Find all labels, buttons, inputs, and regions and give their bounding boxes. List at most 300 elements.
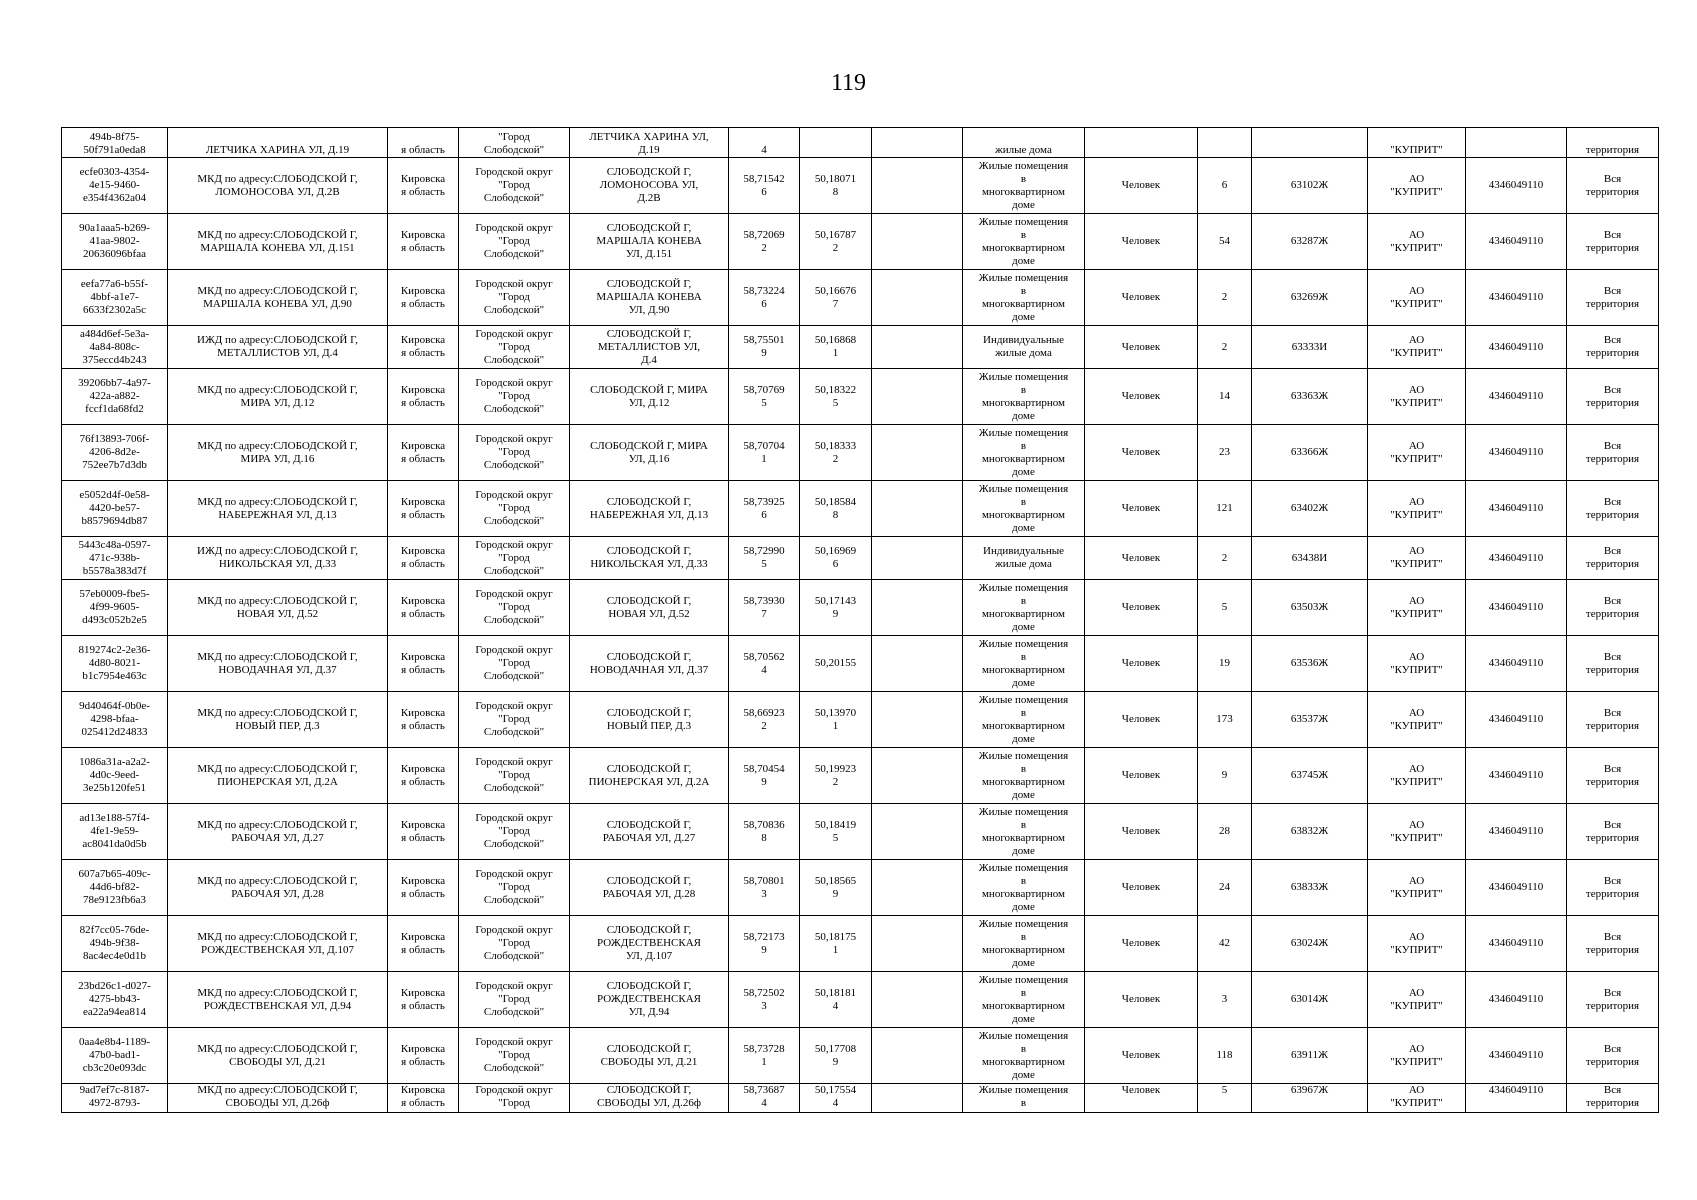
blank-cell [872, 214, 963, 270]
organization-cell: АО "КУПРИТ" [1368, 270, 1466, 326]
organization-cell: АО "КУПРИТ" [1368, 804, 1466, 860]
unit-cell: Человек [1085, 860, 1198, 916]
latitude-cell: 58,70454 9 [729, 748, 800, 804]
longitude-cell [800, 128, 872, 158]
object-name-cell: ИЖД по адресу:СЛОБОДСКОЙ Г, НИКОЛЬСКАЯ УЛ, Д.33 [168, 537, 388, 580]
object-id-cell: 90a1aaa5-b269- 41aa-9802- 20636096bfaa [62, 214, 168, 270]
count-cell: 173 [1198, 692, 1252, 748]
region-cell: Кировска я область [388, 425, 459, 481]
address-cell: СЛОБОДСКОЙ Г, НОВАЯ УЛ, Д.52 [570, 580, 729, 636]
object-id-cell: ad13e188-57f4- 4fe1-9e59- ac8041da0d5b [62, 804, 168, 860]
latitude-cell: 58,72502 3 [729, 972, 800, 1028]
territory-cell: Вся территория [1567, 804, 1659, 860]
region-cell: Кировска я область [388, 326, 459, 369]
latitude-cell: 58,73925 6 [729, 481, 800, 537]
district-cell: Городской округ "Город Слободской" [459, 369, 570, 425]
code-cell: 63967Ж [1252, 1084, 1368, 1113]
organization-cell: АО "КУПРИТ" [1368, 580, 1466, 636]
object-id-cell: 9d40464f-0b0e- 4298-bfaa- 025412d24833 [62, 692, 168, 748]
territory-cell: Вся территория [1567, 692, 1659, 748]
latitude-cell: 58,70836 8 [729, 804, 800, 860]
code-cell: 63333И [1252, 326, 1368, 369]
blank-cell [872, 425, 963, 481]
count-cell: 3 [1198, 972, 1252, 1028]
object-id-cell: 39206bb7-4a97- 422a-a882- fccf1da68fd2 [62, 369, 168, 425]
longitude-cell: 50,18584 8 [800, 481, 872, 537]
unit-cell [1085, 128, 1198, 158]
address-cell: СЛОБОДСКОЙ Г, МИРА УЛ, Д.16 [570, 425, 729, 481]
count-cell: 19 [1198, 636, 1252, 692]
table-row [62, 860, 1659, 916]
district-cell: Городской округ "Город Слободской" [459, 580, 570, 636]
district-cell: Городской округ "Город Слободской" [459, 425, 570, 481]
code-cell: 63363Ж [1252, 369, 1368, 425]
code-cell: 63102Ж [1252, 158, 1368, 214]
blank-cell [872, 537, 963, 580]
object-id-cell: 0aa4e8b4-1189- 47b0-bad1- cb3c20e093dc [62, 1028, 168, 1084]
unit-cell: Человек [1085, 692, 1198, 748]
longitude-cell: 50,16787 2 [800, 214, 872, 270]
latitude-cell: 58,73687 4 [729, 1084, 800, 1113]
organization-cell: АО "КУПРИТ" [1368, 1084, 1466, 1113]
object-type-cell: Жилые помещения в многоквартирном доме [963, 580, 1085, 636]
object-id-cell: ecfe0303-4354- 4e15-9460- e354f4362a04 [62, 158, 168, 214]
unit-cell: Человек [1085, 481, 1198, 537]
table-row [62, 158, 1659, 214]
region-cell: Кировска я область [388, 214, 459, 270]
count-cell: 5 [1198, 580, 1252, 636]
latitude-cell: 58,66923 2 [729, 692, 800, 748]
district-cell: Городской округ "Город Слободской" [459, 972, 570, 1028]
address-cell: СЛОБОДСКОЙ Г, НИКОЛЬСКАЯ УЛ, Д.33 [570, 537, 729, 580]
territory-cell: Вся территория [1567, 916, 1659, 972]
address-cell: СЛОБОДСКОЙ Г, РОЖДЕСТВЕНСКАЯ УЛ, Д.94 [570, 972, 729, 1028]
table-row [62, 972, 1659, 1028]
region-cell: Кировска я область [388, 369, 459, 425]
table-row [62, 692, 1659, 748]
latitude-cell: 58,71542 6 [729, 158, 800, 214]
object-id-cell: 57eb0009-fbe5- 4f99-9605- d493c052b2e5 [62, 580, 168, 636]
latitude-cell: 58,72069 2 [729, 214, 800, 270]
object-type-cell: Жилые помещения в многоквартирном доме [963, 748, 1085, 804]
longitude-cell: 50,16868 1 [800, 326, 872, 369]
organization-cell: АО "КУПРИТ" [1368, 537, 1466, 580]
longitude-cell: 50,17708 9 [800, 1028, 872, 1084]
table-row [62, 270, 1659, 326]
inn-cell: 4346049110 [1466, 270, 1567, 326]
unit-cell: Человек [1085, 270, 1198, 326]
object-id-cell: 819274c2-2e36- 4d80-8021- b1c7954e463c [62, 636, 168, 692]
address-cell: СЛОБОДСКОЙ Г, СВОБОДЫ УЛ, Д.26ф [570, 1084, 729, 1113]
inn-cell: 4346049110 [1466, 916, 1567, 972]
table-row [62, 748, 1659, 804]
region-cell: Кировска я область [388, 692, 459, 748]
object-name-cell: МКД по адресу:СЛОБОДСКОЙ Г, СВОБОДЫ УЛ, Д.26ф [168, 1084, 388, 1113]
code-cell: 63287Ж [1252, 214, 1368, 270]
territory-cell: Вся территория [1567, 537, 1659, 580]
code-cell: 63366Ж [1252, 425, 1368, 481]
territory-cell: Вся территория [1567, 481, 1659, 537]
address-cell: СЛОБОДСКОЙ Г, СВОБОДЫ УЛ, Д.21 [570, 1028, 729, 1084]
register-table [61, 127, 1659, 1113]
object-name-cell: МКД по адресу:СЛОБОДСКОЙ Г, МАРШАЛА КОНЕВА УЛ, Д.151 [168, 214, 388, 270]
object-type-cell: Жилые помещения в многоквартирном доме [963, 804, 1085, 860]
address-cell: СЛОБОДСКОЙ Г, МАРШАЛА КОНЕВА УЛ, Д.90 [570, 270, 729, 326]
object-type-cell: Жилые помещения в многоквартирном доме [963, 214, 1085, 270]
territory-cell: Вся территория [1567, 326, 1659, 369]
address-cell: СЛОБОДСКОЙ Г, МАРШАЛА КОНЕВА УЛ, Д.151 [570, 214, 729, 270]
latitude-cell: 58,73224 6 [729, 270, 800, 326]
count-cell: 5 [1198, 1084, 1252, 1113]
object-type-cell: Жилые помещения в многоквартирном доме [963, 972, 1085, 1028]
object-name-cell: МКД по адресу:СЛОБОДСКОЙ Г, НОВЫЙ ПЕР, Д.3 [168, 692, 388, 748]
object-id-cell: 23bd26c1-d027- 4275-bb43- ea22a94ea814 [62, 972, 168, 1028]
unit-cell: Человек [1085, 537, 1198, 580]
longitude-cell: 50,18333 2 [800, 425, 872, 481]
organization-cell: "КУПРИТ" [1368, 128, 1466, 158]
count-cell: 9 [1198, 748, 1252, 804]
region-cell: Кировска я область [388, 636, 459, 692]
code-cell: 63536Ж [1252, 636, 1368, 692]
count-cell: 2 [1198, 537, 1252, 580]
object-type-cell: Жилые помещения в многоквартирном доме [963, 692, 1085, 748]
count-cell: 14 [1198, 369, 1252, 425]
blank-cell [872, 481, 963, 537]
inn-cell: 4346049110 [1466, 860, 1567, 916]
inn-cell: 4346049110 [1466, 537, 1567, 580]
blank-cell [872, 916, 963, 972]
unit-cell: Человек [1085, 369, 1198, 425]
region-cell: Кировска я область [388, 860, 459, 916]
table-row [62, 537, 1659, 580]
organization-cell: АО "КУПРИТ" [1368, 748, 1466, 804]
latitude-cell: 58,72173 9 [729, 916, 800, 972]
inn-cell: 4346049110 [1466, 1028, 1567, 1084]
object-type-cell: Жилые помещения в многоквартирном доме [963, 1028, 1085, 1084]
organization-cell: АО "КУПРИТ" [1368, 972, 1466, 1028]
object-name-cell: МКД по адресу:СЛОБОДСКОЙ Г, РАБОЧАЯ УЛ, Д.28 [168, 860, 388, 916]
object-type-cell: жилые дома [963, 128, 1085, 158]
object-type-cell: Жилые помещения в многоквартирном доме [963, 481, 1085, 537]
table-row [62, 916, 1659, 972]
table-row [62, 1084, 1659, 1113]
territory-cell: Вся территория [1567, 425, 1659, 481]
object-type-cell: Жилые помещения в многоквартирном доме [963, 425, 1085, 481]
inn-cell: 4346049110 [1466, 748, 1567, 804]
object-id-cell: e5052d4f-0e58- 4420-be57- b8579694db87 [62, 481, 168, 537]
longitude-cell: 50,17143 9 [800, 580, 872, 636]
longitude-cell: 50,16676 7 [800, 270, 872, 326]
region-cell: Кировска я область [388, 537, 459, 580]
district-cell: Городской округ "Город Слободской" [459, 916, 570, 972]
object-name-cell: МКД по адресу:СЛОБОДСКОЙ Г, РАБОЧАЯ УЛ, Д.27 [168, 804, 388, 860]
table-row [62, 369, 1659, 425]
object-name-cell: ИЖД по адресу:СЛОБОДСКОЙ Г, МЕТАЛЛИСТОВ УЛ, Д.4 [168, 326, 388, 369]
count-cell [1198, 128, 1252, 158]
count-cell: 6 [1198, 158, 1252, 214]
inn-cell: 4346049110 [1466, 214, 1567, 270]
inn-cell: 4346049110 [1466, 580, 1567, 636]
code-cell: 63269Ж [1252, 270, 1368, 326]
unit-cell: Человек [1085, 425, 1198, 481]
object-name-cell: МКД по адресу:СЛОБОДСКОЙ Г, МИРА УЛ, Д.16 [168, 425, 388, 481]
object-type-cell: Жилые помещения в многоквартирном доме [963, 916, 1085, 972]
object-name-cell: МКД по адресу:СЛОБОДСКОЙ Г, НОВОДАЧНАЯ УЛ, Д.37 [168, 636, 388, 692]
unit-cell: Человек [1085, 214, 1198, 270]
longitude-cell: 50,18071 8 [800, 158, 872, 214]
district-cell: Городской округ "Город Слободской" [459, 158, 570, 214]
district-cell: Городской округ "Город Слободской" [459, 860, 570, 916]
object-type-cell: Жилые помещения в многоквартирном доме [963, 270, 1085, 326]
unit-cell: Человек [1085, 158, 1198, 214]
territory-cell: Вся территория [1567, 158, 1659, 214]
latitude-cell: 58,70704 1 [729, 425, 800, 481]
territory-cell: территория [1567, 128, 1659, 158]
district-cell: Городской округ "Город [459, 1084, 570, 1113]
blank-cell [872, 270, 963, 326]
code-cell: 63833Ж [1252, 860, 1368, 916]
latitude-cell: 58,75501 9 [729, 326, 800, 369]
code-cell: 63745Ж [1252, 748, 1368, 804]
unit-cell: Человек [1085, 1028, 1198, 1084]
region-cell: Кировска я область [388, 972, 459, 1028]
latitude-cell: 58,72990 5 [729, 537, 800, 580]
organization-cell: АО "КУПРИТ" [1368, 636, 1466, 692]
count-cell: 121 [1198, 481, 1252, 537]
district-cell: Городской округ "Город Слободской" [459, 636, 570, 692]
address-cell: СЛОБОДСКОЙ Г, РАБОЧАЯ УЛ, Д.28 [570, 860, 729, 916]
territory-cell: Вся территория [1567, 748, 1659, 804]
blank-cell [872, 326, 963, 369]
latitude-cell: 58,70562 4 [729, 636, 800, 692]
region-cell: Кировска я область [388, 580, 459, 636]
code-cell: 63024Ж [1252, 916, 1368, 972]
organization-cell: АО "КУПРИТ" [1368, 481, 1466, 537]
region-cell: Кировска я область [388, 270, 459, 326]
organization-cell: АО "КУПРИТ" [1368, 158, 1466, 214]
code-cell: 63402Ж [1252, 481, 1368, 537]
object-id-cell: 5443c48a-0597- 471c-938b- b5578a383d7f [62, 537, 168, 580]
unit-cell: Человек [1085, 1084, 1198, 1113]
blank-cell [872, 860, 963, 916]
region-cell: Кировска я область [388, 748, 459, 804]
organization-cell: АО "КУПРИТ" [1368, 369, 1466, 425]
region-cell: Кировска я область [388, 158, 459, 214]
organization-cell: АО "КУПРИТ" [1368, 692, 1466, 748]
object-id-cell: 76f13893-706f- 4206-8d2e- 752ee7b7d3db [62, 425, 168, 481]
territory-cell: Вся территория [1567, 636, 1659, 692]
district-cell: Городской округ "Город Слободской" [459, 748, 570, 804]
inn-cell: 4346049110 [1466, 326, 1567, 369]
address-cell: СЛОБОДСКОЙ Г, НОВЫЙ ПЕР, Д.3 [570, 692, 729, 748]
organization-cell: АО "КУПРИТ" [1368, 326, 1466, 369]
territory-cell: Вся территория [1567, 860, 1659, 916]
table-body [62, 128, 1659, 1113]
longitude-cell: 50,18181 4 [800, 972, 872, 1028]
table-row [62, 1028, 1659, 1084]
territory-cell: Вся территория [1567, 214, 1659, 270]
longitude-cell: 50,16969 6 [800, 537, 872, 580]
address-cell: СЛОБОДСКОЙ Г, РАБОЧАЯ УЛ, Д.27 [570, 804, 729, 860]
object-name-cell: ЛЕТЧИКА ХАРИНА УЛ, Д.19 [168, 128, 388, 158]
table-row [62, 580, 1659, 636]
object-type-cell: Жилые помещения в [963, 1084, 1085, 1113]
latitude-cell: 58,73930 7 [729, 580, 800, 636]
object-id-cell: 82f7cc05-76de- 494b-9f38- 8ac4ec4e0d1b [62, 916, 168, 972]
blank-cell [872, 692, 963, 748]
longitude-cell: 50,18419 5 [800, 804, 872, 860]
blank-cell [872, 158, 963, 214]
table-row [62, 425, 1659, 481]
object-name-cell: МКД по адресу:СЛОБОДСКОЙ Г, СВОБОДЫ УЛ, Д.21 [168, 1028, 388, 1084]
region-cell: Кировска я область [388, 916, 459, 972]
inn-cell: 4346049110 [1466, 972, 1567, 1028]
unit-cell: Человек [1085, 916, 1198, 972]
inn-cell: 4346049110 [1466, 804, 1567, 860]
organization-cell: АО "КУПРИТ" [1368, 425, 1466, 481]
code-cell: 63537Ж [1252, 692, 1368, 748]
organization-cell: АО "КУПРИТ" [1368, 860, 1466, 916]
object-name-cell: МКД по адресу:СЛОБОДСКОЙ Г, НОВАЯ УЛ, Д.52 [168, 580, 388, 636]
table-row [62, 636, 1659, 692]
address-cell: ЛЕТЧИКА ХАРИНА УЛ, Д.19 [570, 128, 729, 158]
count-cell: 23 [1198, 425, 1252, 481]
longitude-cell: 50,18565 9 [800, 860, 872, 916]
district-cell: Городской округ "Город Слободской" [459, 214, 570, 270]
blank-cell [872, 804, 963, 860]
object-type-cell: Жилые помещения в многоквартирном доме [963, 158, 1085, 214]
region-cell: я область [388, 128, 459, 158]
count-cell: 2 [1198, 270, 1252, 326]
page-number: 119 [830, 70, 867, 96]
unit-cell: Человек [1085, 326, 1198, 369]
count-cell: 28 [1198, 804, 1252, 860]
inn-cell: 4346049110 [1466, 425, 1567, 481]
code-cell: 63014Ж [1252, 972, 1368, 1028]
object-name-cell: МКД по адресу:СЛОБОДСКОЙ Г, МАРШАЛА КОНЕВА УЛ, Д.90 [168, 270, 388, 326]
object-type-cell: Жилые помещения в многоквартирном доме [963, 860, 1085, 916]
address-cell: СЛОБОДСКОЙ Г, МИРА УЛ, Д.12 [570, 369, 729, 425]
object-id-cell: 494b-8f75- 50f791a0eda8 [62, 128, 168, 158]
inn-cell: 4346049110 [1466, 369, 1567, 425]
object-type-cell: Индивидуальные жилые дома [963, 326, 1085, 369]
code-cell: 63503Ж [1252, 580, 1368, 636]
longitude-cell: 50,13970 1 [800, 692, 872, 748]
district-cell: Городской округ "Город Слободской" [459, 537, 570, 580]
territory-cell: Вся территория [1567, 369, 1659, 425]
code-cell: 63438И [1252, 537, 1368, 580]
table-row [62, 481, 1659, 537]
blank-cell [872, 580, 963, 636]
longitude-cell: 50,19923 2 [800, 748, 872, 804]
object-name-cell: МКД по адресу:СЛОБОДСКОЙ Г, ПИОНЕРСКАЯ УЛ, Д.2А [168, 748, 388, 804]
blank-cell [872, 972, 963, 1028]
table-row [62, 326, 1659, 369]
table-row [62, 804, 1659, 860]
count-cell: 2 [1198, 326, 1252, 369]
object-id-cell: a484d6ef-5e3a- 4a84-808c- 375eccd4b243 [62, 326, 168, 369]
address-cell: СЛОБОДСКОЙ Г, НОВОДАЧНАЯ УЛ, Д.37 [570, 636, 729, 692]
object-id-cell: 607a7b65-409c- 44d6-bf82- 78e9123fb6a3 [62, 860, 168, 916]
latitude-cell: 58,70769 5 [729, 369, 800, 425]
territory-cell: Вся территория [1567, 972, 1659, 1028]
count-cell: 54 [1198, 214, 1252, 270]
table-row [62, 214, 1659, 270]
object-name-cell: МКД по адресу:СЛОБОДСКОЙ Г, РОЖДЕСТВЕНСКАЯ УЛ, Д.107 [168, 916, 388, 972]
address-cell: СЛОБОДСКОЙ Г, НАБЕРЕЖНАЯ УЛ, Д.13 [570, 481, 729, 537]
object-name-cell: МКД по адресу:СЛОБОДСКОЙ Г, МИРА УЛ, Д.12 [168, 369, 388, 425]
unit-cell: Человек [1085, 748, 1198, 804]
object-id-cell: 9ad7ef7c-8187- 4972-8793- [62, 1084, 168, 1113]
address-cell: СЛОБОДСКОЙ Г, ПИОНЕРСКАЯ УЛ, Д.2А [570, 748, 729, 804]
district-cell: Городской округ "Город Слободской" [459, 692, 570, 748]
district-cell: Городской округ "Город Слободской" [459, 481, 570, 537]
count-cell: 118 [1198, 1028, 1252, 1084]
longitude-cell: 50,17554 4 [800, 1084, 872, 1113]
blank-cell [872, 1084, 963, 1113]
inn-cell: 4346049110 [1466, 636, 1567, 692]
district-cell: Городской округ "Город Слободской" [459, 270, 570, 326]
address-cell: СЛОБОДСКОЙ Г, ЛОМОНОСОВА УЛ, Д.2В [570, 158, 729, 214]
unit-cell: Человек [1085, 580, 1198, 636]
district-cell: Городской округ "Город Слободской" [459, 804, 570, 860]
unit-cell: Человек [1085, 636, 1198, 692]
territory-cell: Вся территория [1567, 1028, 1659, 1084]
inn-cell [1466, 128, 1567, 158]
code-cell: 63911Ж [1252, 1028, 1368, 1084]
code-cell: 63832Ж [1252, 804, 1368, 860]
object-name-cell: МКД по адресу:СЛОБОДСКОЙ Г, РОЖДЕСТВЕНСКАЯ УЛ, Д.94 [168, 972, 388, 1028]
blank-cell [872, 636, 963, 692]
blank-cell [872, 128, 963, 158]
object-id-cell: 1086a31a-a2a2- 4d0c-9eed- 3e25b120fe51 [62, 748, 168, 804]
count-cell: 24 [1198, 860, 1252, 916]
latitude-cell: 58,70801 3 [729, 860, 800, 916]
longitude-cell: 50,18322 5 [800, 369, 872, 425]
inn-cell: 4346049110 [1466, 692, 1567, 748]
object-type-cell: Индивидуальные жилые дома [963, 537, 1085, 580]
region-cell: Кировска я область [388, 804, 459, 860]
unit-cell: Человек [1085, 804, 1198, 860]
code-cell [1252, 128, 1368, 158]
table-row [62, 128, 1659, 158]
inn-cell: 4346049110 [1466, 1084, 1567, 1113]
region-cell: Кировска я область [388, 481, 459, 537]
blank-cell [872, 748, 963, 804]
district-cell: "Город Слободской" [459, 128, 570, 158]
longitude-cell: 50,18175 1 [800, 916, 872, 972]
address-cell: СЛОБОДСКОЙ Г, МЕТАЛЛИСТОВ УЛ, Д.4 [570, 326, 729, 369]
blank-cell [872, 369, 963, 425]
territory-cell: Вся территория [1567, 1084, 1659, 1113]
blank-cell [872, 1028, 963, 1084]
latitude-cell: 4 [729, 128, 800, 158]
unit-cell: Человек [1085, 972, 1198, 1028]
organization-cell: АО "КУПРИТ" [1368, 1028, 1466, 1084]
region-cell: Кировска я область [388, 1028, 459, 1084]
object-id-cell: eefa77a6-b55f- 4bbf-a1e7- 6633f2302a5c [62, 270, 168, 326]
district-cell: Городской округ "Город Слободской" [459, 326, 570, 369]
territory-cell: Вся территория [1567, 270, 1659, 326]
district-cell: Городской округ "Город Слободской" [459, 1028, 570, 1084]
territory-cell: Вся территория [1567, 580, 1659, 636]
object-type-cell: Жилые помещения в многоквартирном доме [963, 636, 1085, 692]
object-name-cell: МКД по адресу:СЛОБОДСКОЙ Г, НАБЕРЕЖНАЯ УЛ, Д.13 [168, 481, 388, 537]
inn-cell: 4346049110 [1466, 158, 1567, 214]
count-cell: 42 [1198, 916, 1252, 972]
latitude-cell: 58,73728 1 [729, 1028, 800, 1084]
address-cell: СЛОБОДСКОЙ Г, РОЖДЕСТВЕНСКАЯ УЛ, Д.107 [570, 916, 729, 972]
